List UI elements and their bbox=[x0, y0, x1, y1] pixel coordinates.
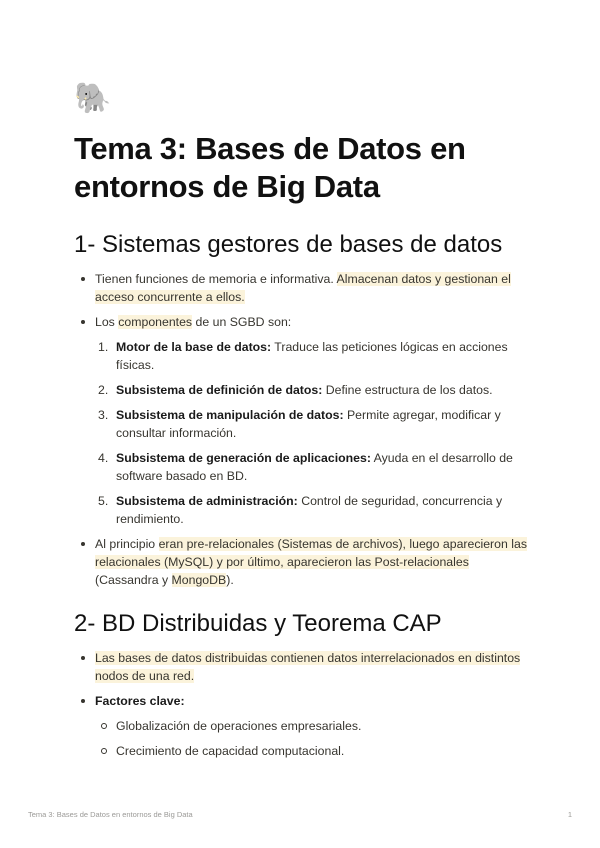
component-desc: Define estructura de los datos. bbox=[322, 383, 493, 397]
list-item bbox=[74, 692, 534, 760]
document-page bbox=[74, 82, 534, 767]
footer-title: Tema 3: Bases de Datos en entornos de Big Data bbox=[28, 810, 193, 819]
bullet-text: ). bbox=[226, 573, 234, 587]
page-title bbox=[74, 130, 534, 206]
bullet-text: Tienen funciones de memoria e informativa. bbox=[95, 272, 337, 286]
item-number: 3. bbox=[98, 408, 109, 422]
page-title-line1: Tema 3: Bases de Datos en bbox=[74, 131, 466, 166]
page-number: 1 bbox=[567, 810, 572, 819]
component-name: Subsistema de generación de aplicaciones: bbox=[116, 451, 371, 465]
factors-list bbox=[95, 717, 534, 760]
section2-list bbox=[74, 649, 534, 760]
list-item bbox=[74, 270, 534, 306]
page-title-line2: entornos de Big Data bbox=[74, 169, 380, 204]
bullet-text: de un SGBD son: bbox=[192, 315, 292, 329]
highlighted-text: Almacenan datos y gestionan el acceso concurrente a ellos. bbox=[95, 272, 511, 304]
component-item bbox=[95, 449, 534, 485]
highlighted-text: eran pre-relacionales (Sistemas de archivos), luego aparecieron las relacionales (MySQL) y por último, aparecieron las Post-relacionales bbox=[95, 537, 527, 569]
component-item bbox=[95, 381, 534, 399]
highlighted-text: Las bases de datos distribuidas contienen datos interrelacionados en distintos nodos de una red. bbox=[95, 651, 521, 683]
section2-heading: 2- BD Distribuidas y Teorema CAP bbox=[74, 610, 442, 637]
factors-label: Factores clave: bbox=[95, 694, 185, 708]
component-desc: Control de seguridad, concurrencia y rendimiento. bbox=[116, 494, 503, 526]
page-footer bbox=[28, 810, 572, 819]
component-name: Motor de la base de datos: bbox=[116, 340, 272, 354]
item-number: 5. bbox=[98, 494, 109, 508]
item-number: 2. bbox=[98, 383, 109, 397]
component-item bbox=[95, 338, 534, 374]
bullet-text: (Cassandra y bbox=[95, 573, 172, 587]
section1-heading: 1- Sistemas gestores de bases de datos bbox=[74, 231, 503, 258]
highlighted-text: MongoDB bbox=[171, 573, 227, 587]
item-number: 1. bbox=[98, 340, 109, 354]
component-name: Subsistema de manipulación de datos: bbox=[116, 408, 344, 422]
component-name: Subsistema de administración: bbox=[116, 494, 298, 508]
section1-list bbox=[74, 270, 534, 589]
factor-item: Crecimiento de capacidad computacional. bbox=[95, 742, 534, 760]
bullet-text: Los bbox=[95, 315, 119, 329]
list-item bbox=[74, 535, 534, 589]
elephant-icon: 🐘 bbox=[74, 82, 112, 115]
list-item bbox=[74, 313, 534, 528]
component-desc: Ayuda en el desarrollo de software basado en BD. bbox=[116, 451, 513, 483]
components-list bbox=[95, 338, 534, 528]
component-item bbox=[95, 492, 534, 528]
component-desc: Traduce las peticiones lógicas en acciones físicas. bbox=[116, 340, 508, 372]
component-name: Subsistema de definición de datos: bbox=[116, 383, 323, 397]
component-item bbox=[95, 406, 534, 442]
highlighted-text: componentes bbox=[118, 315, 193, 329]
item-number: 4. bbox=[98, 451, 109, 465]
component-desc: Permite agregar, modificar y consultar información. bbox=[116, 408, 501, 440]
list-item bbox=[74, 649, 534, 685]
factor-item: Globalización de operaciones empresariales. bbox=[95, 717, 534, 735]
bullet-text: Al principio bbox=[95, 537, 159, 551]
